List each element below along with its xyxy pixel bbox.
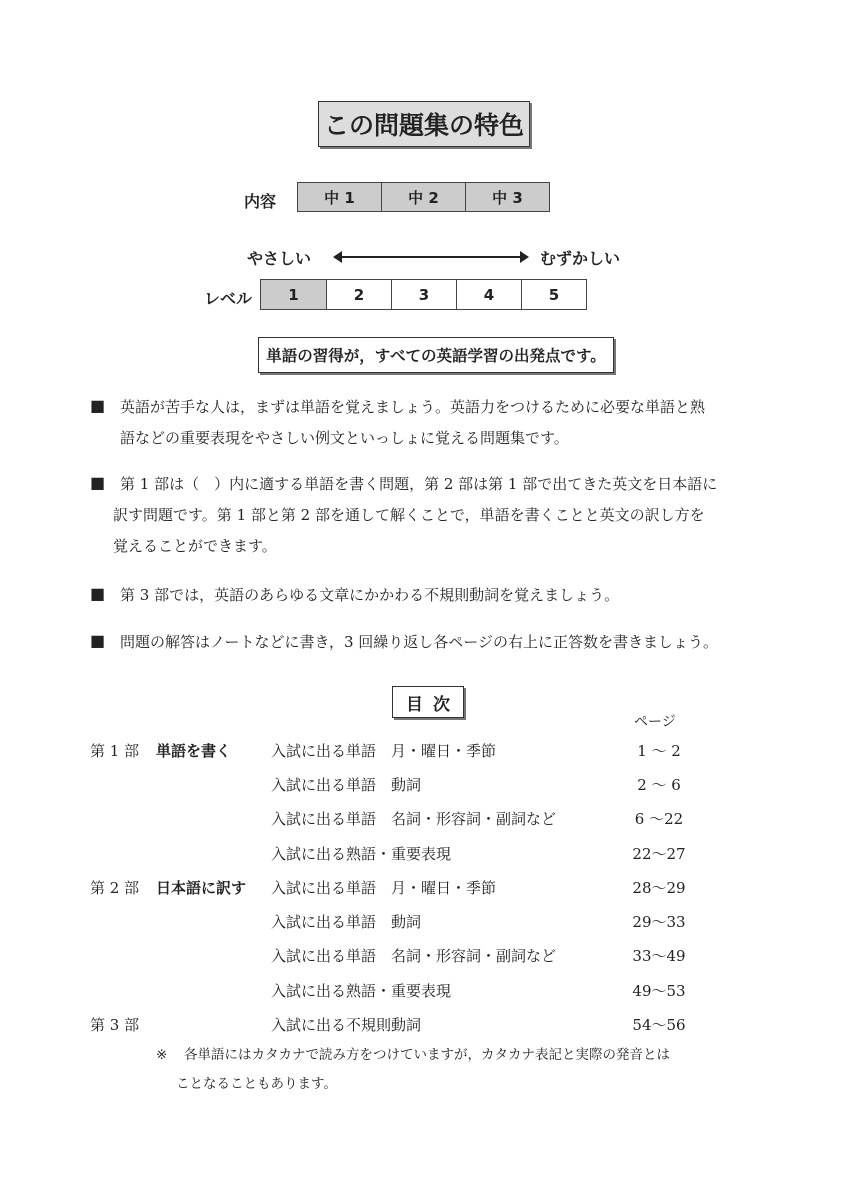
toc-topic: 入試に出る単語 動詞: [271, 776, 422, 794]
grade-cell: 中 1: [297, 182, 382, 212]
toc-topic: 入試に出る単語 動詞: [271, 913, 422, 931]
bullet-text: 語などの重要表現をやさしい例文といっしょに覚える問題集です。: [120, 429, 569, 447]
grade-cell: 中 2: [381, 182, 466, 212]
toc-part-name: 単語を書く: [156, 742, 232, 760]
note-text: ことなることもあります。: [176, 1076, 337, 1092]
bullet-text: 訳す問題です。第 1 部と第 2 部を通して解くことで，単語を書くことと英文の訳し方を: [113, 506, 705, 524]
page-column-header: ページ: [634, 714, 676, 730]
toc-part-name: 日本語に訳す: [156, 879, 247, 897]
toc-pages: 54～56: [632, 1016, 686, 1034]
level-cell: 2: [326, 279, 392, 310]
motto-box: 単語の習得が，すべての英語学習の出発点です。: [258, 337, 614, 373]
arrow-right-icon: [520, 251, 529, 263]
bullet-text: 覚えることができます。: [113, 537, 277, 555]
bullet-square-icon: ■: [90, 631, 106, 650]
easy-label: やさしい: [247, 249, 312, 268]
toc-pages: 2 ～ 6: [637, 776, 681, 794]
level-cell: 4: [456, 279, 522, 310]
toc-pages: 1 ～ 2: [637, 742, 681, 760]
hard-label: むずかしい: [540, 249, 621, 268]
toc-part: 第 2 部: [90, 879, 140, 897]
level-cells: [261, 279, 587, 310]
bullet-square-icon: ■: [90, 396, 106, 415]
toc-topic: 入試に出る単語 名詞・形容詞・副詞など: [271, 947, 557, 965]
difficulty-arrow-line: [336, 256, 524, 258]
toc-topic: 入試に出る単語 月・曜日・季節: [271, 879, 497, 897]
toc-topic: 入試に出る熟語・重要表現: [271, 845, 452, 863]
content-label: 内容: [244, 192, 277, 211]
toc-title: 目次: [392, 686, 464, 718]
bullet-text: 英語が苦手な人は，まずは単語を覚えましょう。英語力をつけるために必要な単語と熟: [120, 398, 706, 416]
grade-cells: [298, 182, 550, 212]
toc-pages: 33～49: [632, 947, 686, 965]
level-cell: 5: [521, 279, 587, 310]
toc-pages: 49～53: [632, 982, 686, 1000]
toc-pages: 29～33: [632, 913, 686, 931]
grade-cell: 中 3: [465, 182, 550, 212]
toc-topic: 入試に出る熟語・重要表現: [271, 982, 452, 1000]
toc-topic: 入試に出る不規則動詞: [271, 1016, 422, 1034]
toc-part: 第 1 部: [90, 742, 140, 760]
toc-pages: 22～27: [632, 845, 686, 863]
toc-part: 第 3 部: [90, 1016, 140, 1034]
bullet-square-icon: ■: [90, 473, 106, 492]
level-cell: 1: [260, 279, 327, 310]
bullet-text: 第 3 部では，英語のあらゆる文章にかかわる不規則動詞を覚えましょう。: [120, 586, 620, 604]
page-title: この問題集の特色: [318, 101, 530, 147]
bullet-text: 第 1 部は（ ）内に適する単語を書く問題，第 2 部は第 1 部で出てきた英文を日本語に: [120, 475, 718, 493]
toc-topic: 入試に出る単語 名詞・形容詞・副詞など: [271, 810, 557, 828]
note-marker: ※: [156, 1047, 168, 1063]
bullet-text: 問題の解答はノートなどに書き，3 回繰り返し各ページの右上に正答数を書きましょう。: [120, 633, 718, 651]
toc-pages: 28～29: [632, 879, 686, 897]
toc-pages: 6 ～22: [634, 810, 684, 828]
level-label: レベル: [204, 289, 253, 308]
level-cell: 3: [391, 279, 457, 310]
note-text: 各単語にはカタカナで読み方をつけていますが，カタカナ表記と実際の発音とは: [184, 1047, 670, 1063]
toc-topic: 入試に出る単語 月・曜日・季節: [271, 742, 497, 760]
bullet-square-icon: ■: [90, 584, 106, 603]
